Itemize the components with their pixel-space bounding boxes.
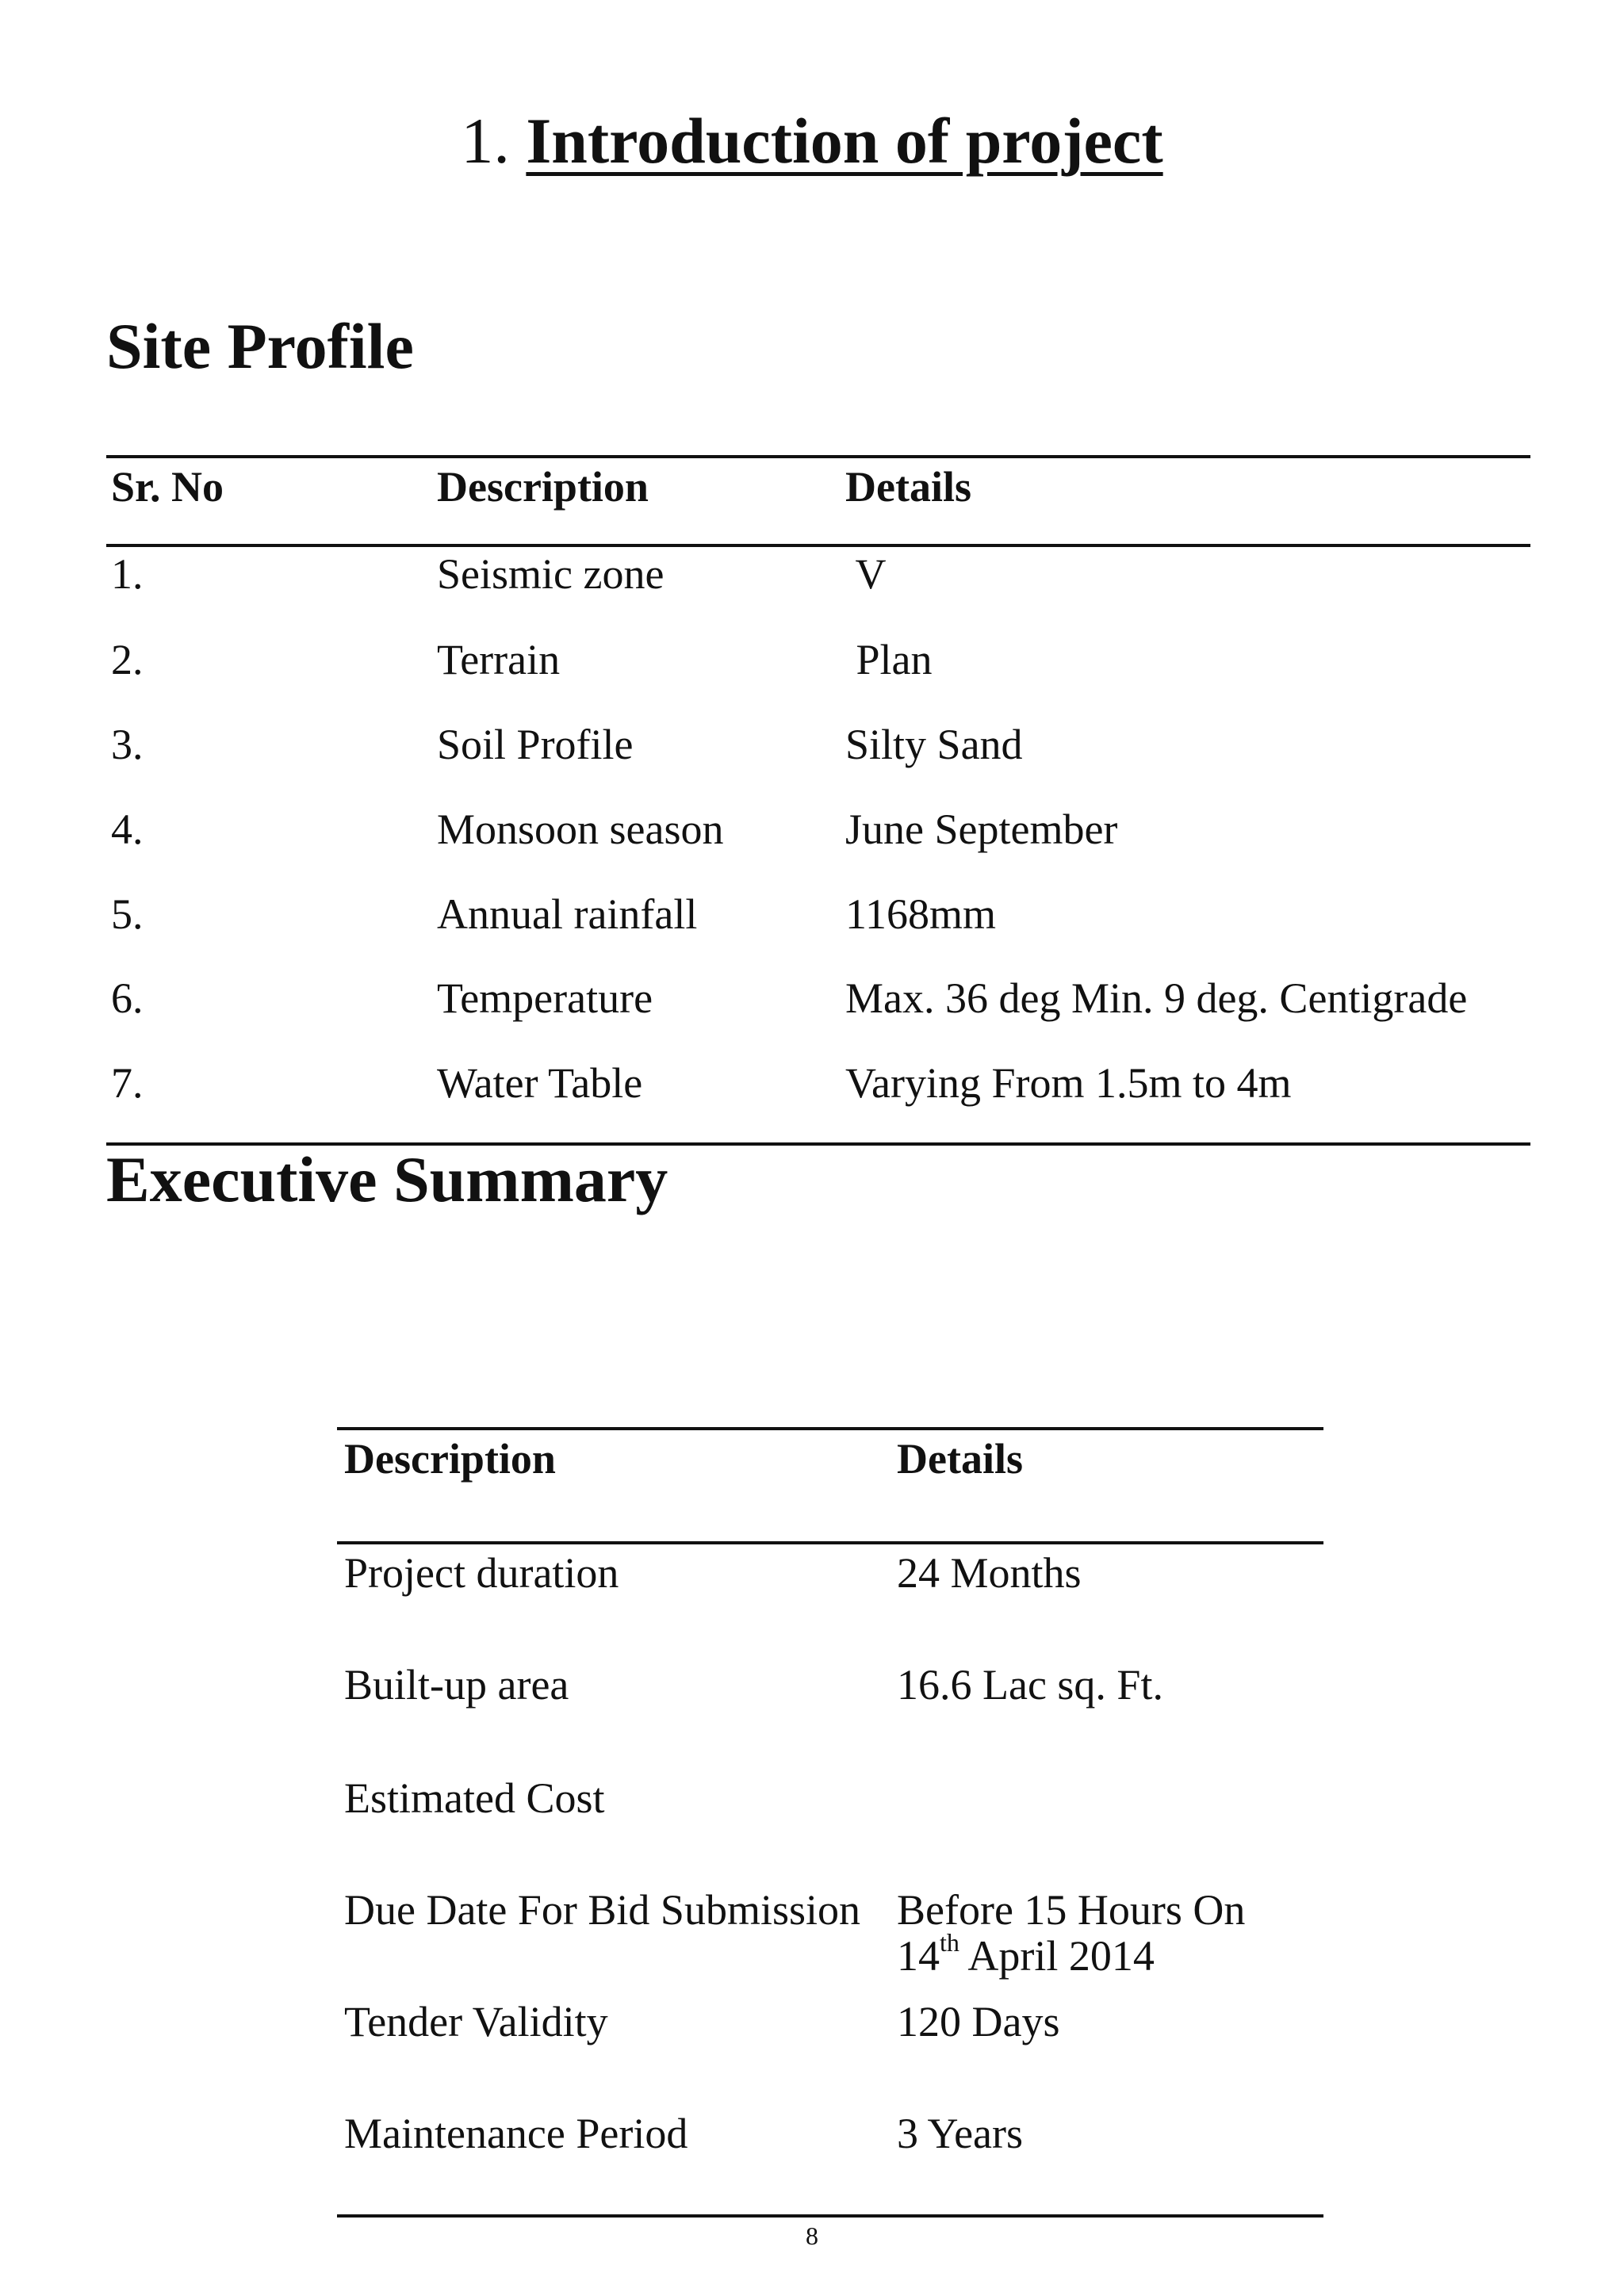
row-description: Built-up area — [344, 1661, 569, 1709]
table-header-rule — [106, 544, 1530, 547]
row-details: 1168mm — [845, 890, 997, 938]
column-header-sr-no: Sr. No — [111, 463, 224, 511]
row-details: 16.6 Lac sq. Ft. — [897, 1661, 1163, 1709]
date-ordinal-suffix: th — [940, 1928, 959, 1957]
row-description: Seismic zone — [437, 550, 665, 598]
row-sr-no: 7. — [111, 1059, 144, 1107]
row-description: Due Date For Bid Submission — [344, 1886, 861, 1934]
table-bottom-rule — [337, 2214, 1323, 2218]
row-description: Temperature — [437, 974, 653, 1022]
row-details: V — [845, 550, 887, 598]
row-description: Tender Validity — [344, 1998, 608, 2045]
date-rest: April 2014 — [959, 1932, 1155, 1980]
date-day: 14 — [897, 1932, 940, 1980]
row-details: 24 Months — [897, 1549, 1082, 1597]
site-profile-heading: Site Profile — [106, 310, 414, 382]
row-details: Before 15 Hours On — [897, 1886, 1246, 1934]
row-details: June September — [845, 806, 1118, 853]
row-details: 120 Days — [897, 1998, 1060, 2045]
page-number: 8 — [806, 2221, 818, 2250]
row-sr-no: 6. — [111, 974, 144, 1022]
row-description: Monsoon season — [437, 806, 724, 853]
table-top-rule — [337, 1427, 1323, 1430]
row-description: Soil Profile — [437, 721, 634, 768]
row-description: Estimated Cost — [344, 1774, 605, 1822]
row-description: Terrain — [437, 636, 561, 683]
row-sr-no: 3. — [111, 721, 144, 768]
title-number: 1. — [461, 105, 510, 177]
row-sr-no: 1. — [111, 550, 144, 598]
table-header-rule — [337, 1541, 1323, 1544]
row-description: Maintenance Period — [344, 2110, 688, 2157]
document-title — [0, 101, 1624, 181]
row-details: Silty Sand — [845, 721, 1023, 768]
row-description: Water Table — [437, 1059, 643, 1107]
row-sr-no: 5. — [111, 890, 144, 938]
row-details: Max. 36 deg Min. 9 deg. Centigrade — [845, 974, 1468, 1022]
row-description: Project duration — [344, 1549, 619, 1597]
column-header-details: Details — [845, 463, 971, 511]
row-details: Plan — [845, 636, 933, 683]
executive-summary-heading: Executive Summary — [106, 1143, 668, 1215]
column-header-description: Description — [344, 1435, 556, 1483]
row-description: Annual rainfall — [437, 890, 698, 938]
title-text: Introduction of project — [526, 105, 1163, 177]
row-details: Varying From 1.5m to 4m — [845, 1059, 1292, 1107]
row-details: 3 Years — [897, 2110, 1024, 2157]
row-sr-no: 2. — [111, 636, 144, 683]
row-sr-no: 4. — [111, 806, 144, 853]
column-header-details: Details — [897, 1435, 1023, 1483]
row-details-date — [897, 1928, 1155, 1981]
table-top-rule — [106, 455, 1530, 458]
column-header-description: Description — [437, 463, 649, 511]
